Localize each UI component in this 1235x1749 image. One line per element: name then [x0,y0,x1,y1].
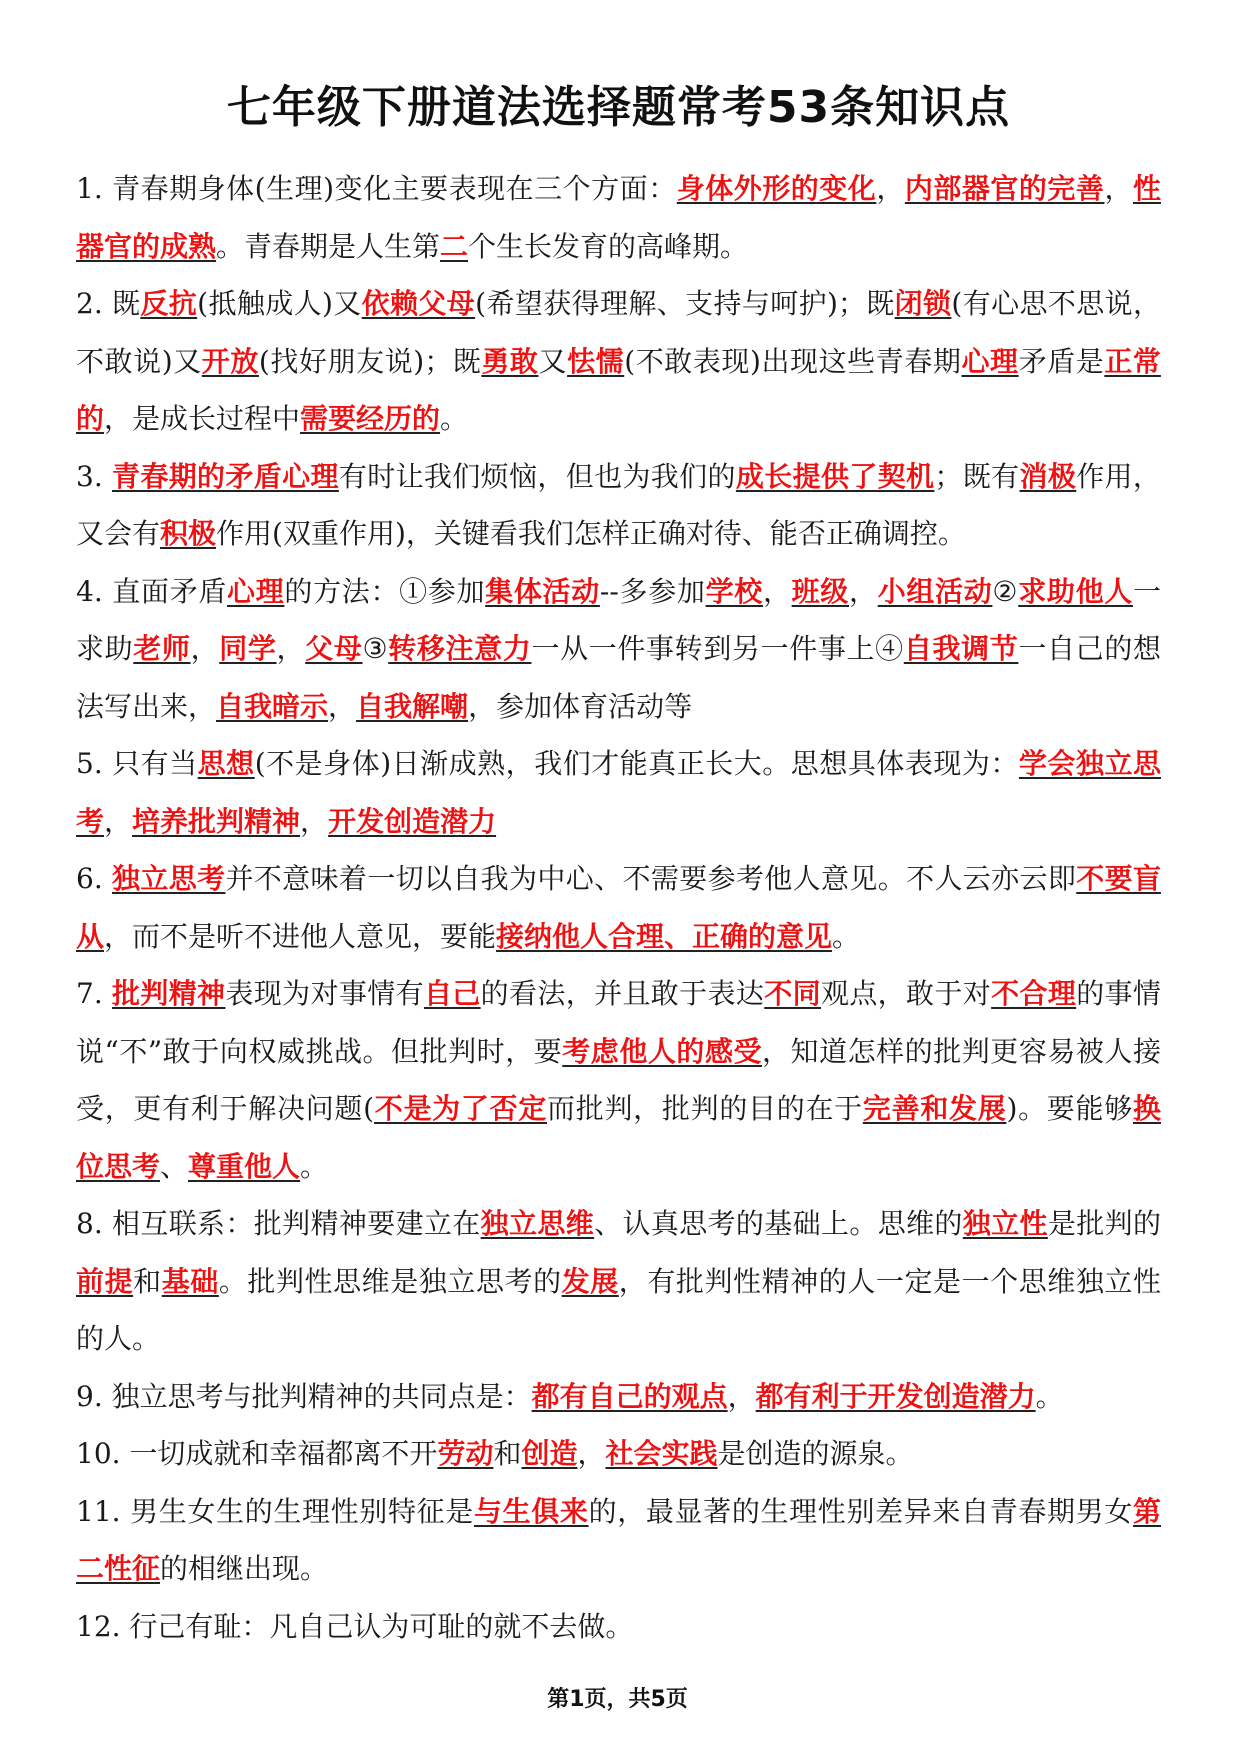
body-text: ， [876,172,905,205]
body-text: ， [577,1437,606,1470]
body-text: ③ [362,632,389,665]
body-text: 8. 相互联系：批判精神要建立在 [76,1207,481,1240]
highlight-text: 接纳他人合理、正确的意见 [496,919,833,953]
body-text: 3. [76,459,112,493]
body-text: (抵触成人)又 [197,287,362,320]
body-text: 11. 男生女生的生理性别特征是 [76,1494,474,1528]
body-text: ， [300,804,329,838]
knowledge-item [76,448,1161,563]
highlight-text: 学校 [705,574,763,608]
body-text: 观点，敢于对 [820,977,992,1010]
body-text: 5. 只有当 [76,747,198,780]
highlight-text: 内部器官的完善 [904,172,1105,205]
highlight-text: 不要盲从 [76,862,1161,953]
highlight-text: 不是为了否定 [374,1092,548,1125]
highlight-text: 独立性 [962,1207,1048,1240]
body-text: ，而不是听不进他人意见，要能 [104,919,497,953]
body-text: 12. 行己有耻：凡自己认为可耻的就不去做。 [76,1609,634,1643]
body-text: 的方法：①参加 [284,574,486,608]
highlight-text: 独立思维 [480,1207,595,1240]
knowledge-item [76,1368,1161,1426]
body-text: 4. 直面矛盾 [76,574,228,608]
highlight-text: 消极 [1019,459,1077,493]
body-text: 2. 既 [76,287,141,320]
body-text: 一从一件事转到另一件事上④ [531,632,904,665]
highlight-text: 自我调节 [903,632,1019,665]
highlight-text: 换位思考 [76,1092,1161,1183]
highlight-text: 积极 [160,517,217,550]
highlight-text: 劳动 [437,1437,494,1470]
highlight-text: 开放 [201,344,259,378]
highlight-text: 自我解嘲 [356,689,469,723]
body-text: ② [992,574,1019,608]
body-text: 个生长发育的高峰期。 [468,229,749,263]
body-text: 的看法，并且敢于表达 [480,977,765,1010]
body-text: 又 [538,344,568,378]
body-text: 、 [160,1149,189,1183]
highlight-text: 创造 [521,1437,578,1470]
knowledge-item [76,1425,1161,1483]
highlight-text: 独立思考 [111,862,226,895]
body-text: ， [762,574,792,608]
highlight-text: 集体活动 [485,574,600,608]
highlight-text: 心理 [227,574,285,608]
body-text: 并不意味着一切以自我为中心、不需要参考他人意见。不人云亦云即 [225,862,1077,895]
body-text: 和 [493,1437,522,1470]
body-text: 有时让我们烦恼，但也为我们的 [338,459,736,493]
body-text: ， [328,689,357,723]
body-text: ，参加体育活动等 [468,689,693,723]
highlight-text: 培养批判精神 [132,804,301,838]
knowledge-list [76,160,1161,1655]
body-text: 的，最显著的生理性别差异来自青春期男女 [588,1494,1133,1528]
highlight-text: 社会实践 [605,1437,718,1470]
page-footer: 第1页，共5页 [547,1687,688,1712]
body-text: ， [1104,172,1133,205]
highlight-text: 小组活动 [877,574,993,608]
highlight-text: 怯懦 [567,344,625,378]
highlight-text: 批判精神 [111,977,226,1010]
highlight-text: 求助他人 [1018,574,1133,608]
highlight-text: 考虑他人的感受 [562,1034,763,1068]
body-text: 10. 一切成就和幸福都离不开 [76,1437,438,1470]
highlight-text: 青春期的矛盾心理 [111,459,339,493]
highlight-text: 心理 [961,344,1019,378]
highlight-text: 思想 [197,747,255,780]
highlight-text: 正常的 [76,344,1161,435]
knowledge-item [76,1483,1161,1598]
body-text: 作用(双重作用)，关键看我们怎样正确对待、能否正确调控。 [216,517,966,550]
highlight-text: 学会独立思考 [76,747,1161,838]
body-text: ，知道怎样的批判更容易被人接受，更有利于解决问题( [76,1034,1161,1125]
highlight-text: 同学 [219,632,277,665]
highlight-text: 不同 [764,977,821,1010]
body-text: 。 [300,1149,329,1183]
body-text: 一自己的想法写出来， [76,632,1161,723]
body-text: 。 [1035,1379,1064,1413]
highlight-text: 反抗 [140,287,198,320]
body-text: (希望获得理解、支持与呵护)；既 [475,287,895,320]
highlight-text: 第二性征 [76,1494,1161,1585]
body-text: 和 [133,1264,162,1298]
body-text: 作用，又会有 [76,459,1161,550]
body-text: 矛盾是 [1018,344,1105,378]
body-text: 是批判的 [1047,1207,1161,1240]
highlight-text: 勇敢 [481,344,539,378]
body-text: ，有批判性精神的人一定是一个思维独立性的人。 [76,1264,1161,1355]
highlight-text: 自我暗示 [216,689,329,723]
body-text: ，是成长过程中 [104,402,301,435]
knowledge-item [76,1598,1161,1656]
highlight-text: 身体外形的变化 [676,172,877,205]
body-text: ；既有 [934,459,1020,493]
highlight-text: 依赖父母 [361,287,476,320]
highlight-text: 完善和发展 [862,1092,1007,1125]
highlight-text: 都有利于开发创造潜力 [755,1379,1036,1413]
body-text: 表现为对事情有 [225,977,424,1010]
highlight-text: 班级 [791,574,849,608]
body-text: 6. [76,862,112,895]
highlight-text: 尊重他人 [188,1149,301,1183]
highlight-text: 二 [440,229,469,263]
body-text: 7. [76,977,112,1010]
highlight-text: 前提 [76,1264,134,1298]
body-text: (有心思不思说，不敢说)又 [76,287,1161,378]
highlight-text: 性器官的成熟 [76,172,1161,263]
body-text: ， [849,574,878,608]
highlight-text: 自己 [423,977,481,1010]
body-text: 一求助 [76,574,1161,665]
highlight-text: 与生俱来 [473,1494,589,1528]
body-text: --多参加 [599,574,706,608]
body-text: 、认真思考的基础上。思维的 [594,1207,963,1240]
body-text: 。批判性思维是独立思考的 [218,1264,562,1298]
page-title: 七年级下册道法选择题常考53条知识点 [226,82,1011,133]
knowledge-item [76,965,1161,1195]
body-text: 。 [832,919,861,953]
highlight-text: 发展 [561,1264,619,1298]
body-text: 而批判，批判的目的在于 [547,1092,863,1125]
body-text: (不敢表现)出现这些青春期 [624,344,962,378]
body-text: 1. 青春期身体(生理)变化主要表现在三个方面： [76,172,677,205]
body-text: ， [104,804,133,838]
body-text: ， [190,632,220,665]
highlight-text: 需要经历的 [300,402,441,435]
body-text: 9. 独立思考与批判精神的共同点是： [76,1379,532,1413]
highlight-text: 老师 [133,632,191,665]
knowledge-item [76,160,1161,275]
body-text: 的事情说“不”敢于向权威挑战。但批判时，要 [76,977,1161,1068]
highlight-text: 闭锁 [894,287,952,320]
knowledge-item [76,1195,1161,1368]
knowledge-item [76,850,1161,965]
knowledge-item [76,735,1161,850]
body-text: 的相继出现。 [160,1552,329,1585]
body-text: 是创造的源泉。 [717,1437,914,1470]
knowledge-item [76,275,1161,448]
body-text: ， [727,1379,756,1413]
highlight-text: 不合理 [991,977,1077,1010]
highlight-text: 转移注意力 [388,632,532,665]
highlight-text: 基础 [161,1264,219,1298]
highlight-text: 开发创造潜力 [328,804,497,838]
body-text: (找好朋友说)；既 [258,344,482,378]
body-text: 。青春期是人生第 [216,229,441,263]
body-text: (不是身体)日渐成熟，我们才能真正长大。思想具体表现为： [254,747,1019,780]
highlight-text: 成长提供了契机 [735,459,935,493]
knowledge-item [76,563,1161,736]
body-text: 。 [440,402,469,435]
body-text: ， [276,632,306,665]
body-text: )。要能够 [1006,1092,1133,1125]
highlight-text: 父母 [305,632,363,665]
highlight-text: 都有自己的观点 [531,1379,728,1413]
